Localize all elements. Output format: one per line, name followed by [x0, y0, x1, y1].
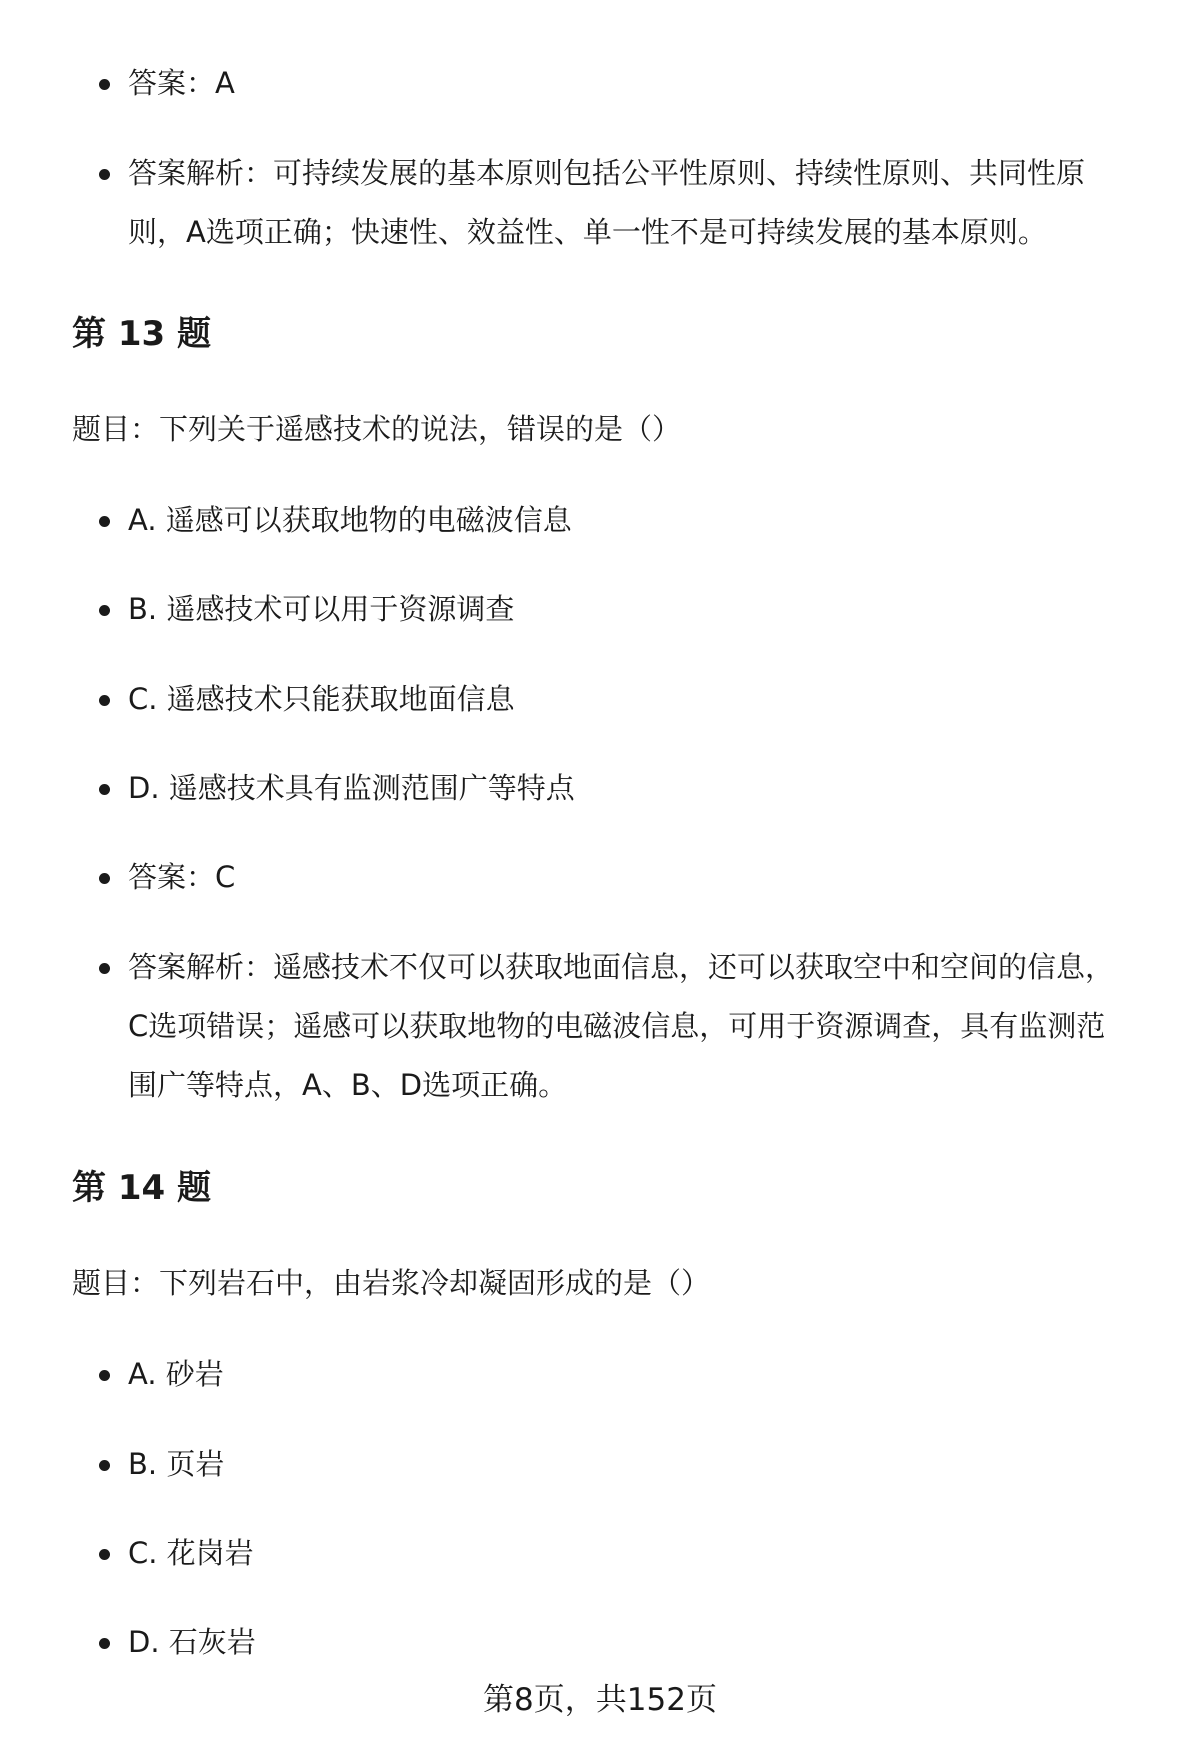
q14-option-a: A. 砂岩 [128, 1345, 1128, 1404]
q14-option-d: D. 石灰岩 [128, 1613, 1128, 1672]
q13-option-d: D. 遥感技术具有监测范围广等特点 [128, 759, 1128, 818]
q13-heading: 第 13 题 [72, 314, 211, 354]
q12-answer: 答案：A [128, 54, 1128, 113]
q13-option-a: A. 遥感可以获取地物的电磁波信息 [128, 491, 1128, 550]
q13-explanation: 答案解析：遥感技术不仅可以获取地面信息，还可以获取空中和空间的信息，C选项错误；遥感可以获取地物的电磁波信息，可用于资源调查，具有监测范围广等特点，A、B、D选项正确。 [128, 938, 1128, 1115]
q13-question: 题目：下列关于遥感技术的说法，错误的是（） [72, 412, 682, 446]
q13-option-c: C. 遥感技术只能获取地面信息 [128, 670, 1128, 729]
page-number: 第8页，共152页 [483, 1682, 717, 1718]
q13-option-b: B. 遥感技术可以用于资源调查 [128, 580, 1128, 639]
q14-question: 题目：下列岩石中，由岩浆冷却凝固形成的是（） [72, 1266, 711, 1300]
q14-option-c: C. 花岗岩 [128, 1524, 1128, 1583]
q13-answer: 答案：C [128, 848, 1128, 907]
q14-option-b: B. 页岩 [128, 1435, 1128, 1494]
q14-heading: 第 14 题 [72, 1168, 211, 1208]
q12-explanation: 答案解析：可持续发展的基本原则包括公平性原则、持续性原则、共同性原则，A选项正确；快速性、效益性、单一性不是可持续发展的基本原则。 [128, 144, 1128, 262]
